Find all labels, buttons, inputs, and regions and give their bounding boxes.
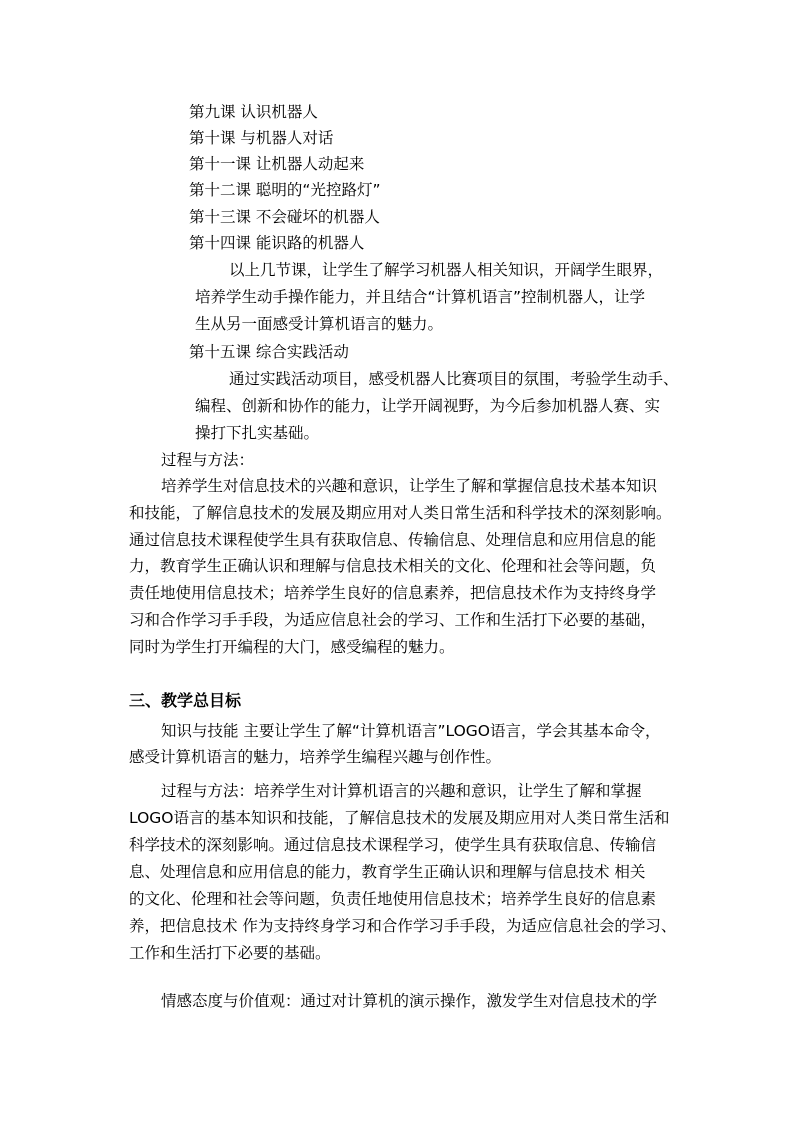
lesson-14: 第十四课 能识路的机器人: [189, 234, 365, 252]
summary-a-line-3: 生从另一面感受计算机语言的魅力。: [195, 315, 444, 333]
lesson-13: 第十三课 不会碰坏的机器人: [189, 208, 380, 226]
process-label: 过程与方法：: [161, 451, 255, 469]
summary-a-line-2: 培养学生动手操作能力，并且结合“计算机语言”控制机器人，让学: [195, 288, 646, 306]
summary-b-line-2: 编程、创新和协作的能力，让学开阔视野，为今后参加机器人赛、实: [195, 397, 661, 415]
lesson-11: 第十一课 让机器人动起来: [189, 155, 365, 173]
lesson-9: 第九课 认识机器人: [189, 103, 318, 121]
process2-line-1: 过程与方法：培养学生对计算机语言的兴趣和意识，让学生了解和掌握: [161, 782, 642, 800]
process-line-4: 力，教育学生正确认识和理解与信息技术相关的文化、伦理和社会等问题，负: [129, 557, 657, 575]
process-line-1: 培养学生对信息技术的兴趣和意识，让学生了解和掌握信息技术基本知识: [161, 477, 658, 495]
process-line-6: 习和合作学习手手段，为适应信息社会的学习、工作和生活打下必要的基础，: [129, 611, 657, 629]
process2-line-5: 的文化、伦理和社会等问题，负责任地使用信息技术；培养学生良好的信息素: [129, 890, 657, 908]
process2-line-3: 科学技术的深刻影响。通过信息技术课程学习，使学生具有获取信息、传输信: [129, 836, 657, 854]
knowledge-line-1: 知识与技能 主要让学生了解“计算机语言”LOGO语言，学会其基本命令，: [161, 722, 661, 740]
process-line-3: 通过信息技术课程使学生具有获取信息、传输信息、处理信息和应用信息的能: [129, 531, 657, 549]
process-line-2: 和技能，了解信息技术的发展及期应用对人类日常生活和科学技术的深刻影响。: [129, 504, 672, 522]
process2-line-2: LOGO语言的基本知识和技能，了解信息技术的发展及期应用对人类日常生活和: [129, 809, 670, 827]
process-line-7: 同时为学生打开编程的大门，感受编程的魅力。: [129, 638, 455, 656]
summary-b-line-1: 通过实践活动项目，感受机器人比赛项目的氛围，考验学生动手、: [229, 370, 679, 388]
summary-a-line-1: 以上几节课，让学生了解学习机器人相关知识，开阔学生眼界，: [229, 261, 664, 279]
summary-b-line-3: 操打下扎实基础。: [195, 424, 320, 442]
section-heading: 三、教学总目标: [129, 691, 242, 710]
process-line-5: 责任地使用信息技术；培养学生良好的信息素养，把信息技术作为支持终身学: [129, 584, 657, 602]
process2-line-6: 养，把信息技术 作为支持终身学习和合作学习手手段，为适应信息社会的学习、: [129, 917, 677, 935]
lesson-15: 第十五课 综合实践活动: [189, 343, 349, 361]
process2-line-7: 工作和生活打下必要的基础。: [129, 944, 331, 962]
lesson-12: 第十二课 聪明的“光控路灯”: [189, 181, 381, 199]
lesson-10: 第十课 与机器人对话: [189, 129, 334, 147]
knowledge-line-2: 感受计算机语言的魅力，培养学生编程兴趣与创作性。: [129, 748, 502, 766]
attitude-line-1: 情感态度与价值观：通过对计算机的演示操作，激发学生对信息技术的学: [161, 992, 658, 1010]
process2-line-4: 息、处理信息和应用信息的能力，教育学生正确认识和理解与信息技术 相关: [129, 863, 646, 881]
